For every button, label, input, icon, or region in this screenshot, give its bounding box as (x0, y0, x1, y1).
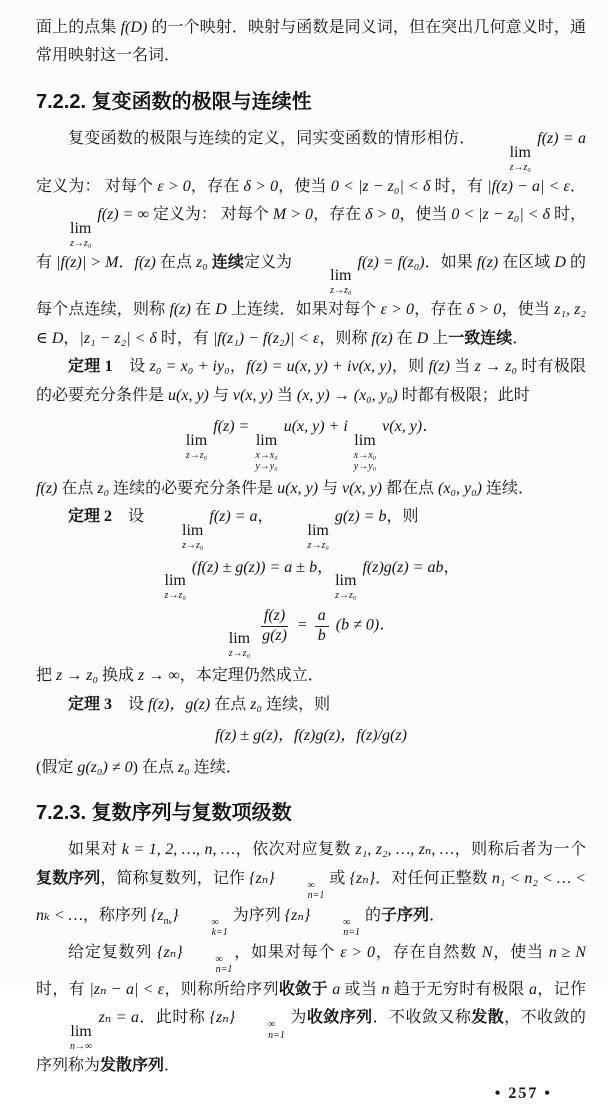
section-heading-7-2-3: 7.2.3. 复数序列与复数项级数 (36, 802, 292, 825)
text-run: u(x, y) + i (279, 418, 352, 436)
text-run: 或 (325, 869, 350, 887)
text-run: (f(z) ± g(z)) = a ± b (187, 558, 318, 576)
text-run: 当 (272, 386, 297, 404)
equation-theorem-2-quotient (36, 607, 586, 659)
text-run: 连续． (482, 479, 535, 497)
page-number: • 257 • (494, 1085, 552, 1103)
text-run: (x₀, y₀) (438, 479, 482, 497)
text-run: D (554, 253, 566, 271)
text-run: ．不收敛又称 (372, 1009, 472, 1027)
text-run: f(z) = (209, 418, 254, 436)
text-run: 复变函数的极限与连续的定义，同实变函数的情形相仿． (68, 129, 476, 147)
text-run: 在点 (210, 695, 251, 713)
text-run: {zₙ} (284, 906, 311, 924)
limit-operator (298, 268, 351, 296)
text-run: 在 (392, 329, 417, 347)
text-run: ， (257, 508, 274, 526)
limit-subscript: n→∞ (70, 1040, 93, 1052)
text-run: ，存在自然数 (375, 943, 482, 961)
text-run: n₁ < n₂ < … < nₖ < … (36, 869, 586, 924)
superscript: ∞ (343, 916, 351, 928)
fraction-denominator: b (317, 626, 326, 644)
subscript: n=1 (307, 890, 325, 902)
text-run: ． (512, 329, 529, 347)
limit-word: lim (354, 431, 376, 449)
text-run (252, 617, 256, 634)
text-run: 的 (361, 906, 382, 924)
limit-operator (229, 631, 250, 659)
limit-operator-double (354, 433, 376, 472)
text-run: ，使当 (492, 943, 549, 961)
superscript-subscript-stack (311, 918, 360, 939)
text-run: f(z) (428, 358, 450, 376)
text-run: 都在点 (382, 479, 439, 497)
superscript: ∞ (215, 953, 223, 965)
text-run: |z₁ − z₂| < δ (79, 329, 157, 347)
text-run: f(z) (134, 253, 156, 271)
text-run: ．此时称 (138, 1009, 210, 1027)
limit-subscript: z→z₀ (228, 648, 251, 660)
text-run: z → ∞ (138, 667, 180, 685)
text-run: 定义为 (243, 253, 297, 271)
text-run: ， (63, 329, 80, 347)
text-run: 复数序列 (36, 869, 101, 887)
text-run: M > 0 (272, 206, 314, 223)
limit-operator (335, 573, 356, 601)
limit-word: lim (185, 431, 208, 449)
subscript: k=1 (211, 927, 228, 939)
text-run: 收敛于 (278, 980, 328, 998)
text-run: {zₙ} (157, 943, 183, 961)
text-run: g(z₀) ≠ 0 (77, 758, 133, 776)
text-run: ．如果 (424, 253, 477, 271)
paragraph-limit-continuity-definition (36, 125, 586, 353)
text-run: z₁, z₂ ∈ D (36, 301, 586, 347)
text-run: |f(z₁) − f(z₂)| < ε (212, 329, 320, 347)
limit-operator-double (255, 433, 277, 472)
limit-subscript: z→z₀ (330, 285, 352, 297)
text-run: 0 < |z − z₀| < δ (330, 177, 431, 195)
text-run: D (416, 329, 429, 347)
text-run: |f(z)| > M (56, 253, 119, 271)
limit-word: lim (228, 630, 251, 648)
text-run: a (528, 980, 537, 998)
paragraph-theorem-2 (36, 503, 586, 551)
text-run: 或当 (340, 980, 382, 998)
paragraph-sequence-definition (36, 836, 586, 938)
text-run: f(z)g(z) = ab (358, 558, 444, 576)
text-run: ，不收敛的序列称为 (36, 1009, 586, 1074)
fraction-numerator: a (315, 607, 329, 626)
text-run: f(z) (169, 301, 191, 319)
text-run: ． (164, 1056, 181, 1074)
text-run: ， (443, 558, 460, 576)
text-run: 定义为： 对每个 (36, 177, 158, 195)
equation-theorem-2-sum-product (36, 554, 586, 602)
text-run: zₙ = a (94, 1009, 139, 1027)
text-run: 把 (36, 667, 57, 685)
text-run: δ > 0 (365, 206, 400, 223)
subscript: n=1 (215, 964, 233, 976)
equation-theorem-1-limit (36, 413, 586, 472)
text-run: ． (118, 253, 135, 271)
text-run: f(z) (476, 253, 499, 271)
limit-operator (38, 221, 91, 249)
superscript: ∞ (211, 916, 219, 928)
text-run: 设 (112, 695, 149, 713)
text-run: 时，有 (36, 980, 90, 998)
superscript-subscript-stack (236, 1020, 285, 1041)
paragraph-theorem-3-continuation (36, 754, 586, 782)
limit-word: lim (307, 521, 329, 539)
text-run: 连续的必要充分条件是 (109, 479, 278, 497)
text-run: u(x, y) (277, 479, 319, 497)
text-run: f(z)，g(z) (148, 695, 211, 713)
text-run: v(x, y) (232, 386, 273, 404)
text-run: 定理 3 (68, 695, 113, 713)
text-run: f(z) = u(x, y) + iv(x, y) (246, 358, 392, 376)
limit-word: lim (70, 219, 92, 237)
superscript-subscript-stack (180, 918, 228, 939)
text-run: ，则称后者为一个 (454, 841, 586, 859)
text-run: ，本定理仍然成立． (179, 667, 324, 685)
text-run: n (381, 980, 390, 998)
text-run: {zₙ} (209, 1009, 236, 1027)
text-run: 为 (285, 1009, 307, 1027)
subscript: nₖ (163, 916, 173, 927)
limit-operator (150, 523, 203, 551)
text-run: ， (317, 558, 334, 576)
text-run: δ > 0 (243, 177, 279, 195)
paragraph-mapping-intro (36, 14, 586, 71)
text-run: (假定 (36, 758, 78, 776)
text-run: f(z) = a (532, 129, 586, 147)
limit-word: lim (255, 431, 278, 449)
text-run: 收敛序列 (306, 1009, 373, 1027)
text-run: z₀ (177, 758, 190, 776)
text-run: 0 < |z − z₀| < δ (451, 206, 550, 223)
text-run: ，简称复数列，记作 (100, 869, 250, 887)
text-run: 如果对 (68, 841, 122, 859)
text-run: N (481, 943, 493, 961)
text-run: 与 (318, 479, 343, 497)
limit-subscript: z→z₀ (70, 237, 92, 249)
limit-word: lim (335, 572, 357, 590)
text-run: } (172, 906, 179, 924)
text-run: f(z) (36, 479, 58, 497)
limit-word: lim (70, 1022, 92, 1040)
limit-subscript: z→z₀ (509, 161, 531, 173)
text-run: D (215, 301, 227, 319)
text-run: ，使当 (399, 206, 452, 223)
text-run: 给定复数列 (68, 943, 158, 961)
text-run: ε > 0 (157, 177, 191, 195)
text-run: ε > 0 (380, 301, 415, 319)
text-run: a (332, 980, 341, 998)
text-run: 当 (449, 358, 475, 376)
limit-operator (276, 523, 329, 551)
text-run: ，则称 (319, 329, 372, 347)
text-run: 时，有 (430, 177, 488, 195)
text-run: z₀ (250, 695, 263, 713)
text-run: {zₙ} (249, 869, 275, 887)
fraction-denominator: g(z) (262, 626, 287, 644)
text-run: ) 在点 (132, 758, 178, 776)
text-run: 在点 (57, 479, 98, 497)
text-run: f(z) = f(z₀) (353, 253, 425, 271)
text-run: 时，有 (156, 329, 213, 347)
superscript: ∞ (307, 879, 315, 891)
text-run: 趋于无穷时有极限 (389, 980, 529, 998)
limit-word: lim (509, 143, 531, 161)
text-run: 连续 (211, 253, 244, 271)
text-run: v(x, y)． (378, 418, 439, 436)
text-run: ，依次对应复数 (235, 841, 356, 859)
limit-operator (186, 433, 207, 461)
text-run: = (292, 616, 312, 634)
limit-subscript: z→z₀ (185, 449, 208, 461)
limit-subscript: y→y₀ (353, 460, 377, 472)
text-run: ，称序列 (82, 906, 151, 924)
text-run: f(z) ± g(z)，f(z)g(z)，f(z)/g(z) (215, 727, 407, 745)
text-run: z₁, z₂, …, zₙ, … (355, 841, 455, 859)
text-run: ，记作 (536, 980, 586, 998)
text-run: |zₙ − a| < ε (89, 980, 165, 998)
limit-word: lim (330, 267, 352, 285)
text-run: 的一个映射．映射与函数是同义词，但在突出几何意义时，通常用映射这一名词． (36, 19, 586, 65)
text-run: ，则称所给序列 (164, 980, 279, 998)
text-run: z → z₀ (474, 358, 518, 376)
text-run: {zₙ} (349, 869, 376, 887)
text-run: f(z) (371, 329, 393, 347)
text-run: ． (569, 177, 586, 195)
text-run: 一致连续 (448, 329, 513, 347)
text-run: ，使当 (278, 177, 331, 195)
text-run: z₀ = x₀ + iy₀ (149, 358, 230, 376)
text-run: 的每个点连续，则称 (36, 253, 586, 319)
text-run: ，存在 (313, 206, 366, 223)
fraction-numerator: f(z) (261, 607, 288, 626)
superscript: ∞ (268, 1019, 276, 1031)
text-run: f(z) = ∞ (93, 206, 153, 223)
superscript-subscript-stack (276, 881, 325, 902)
limit-subscript: z→z₀ (307, 539, 329, 551)
text-run: 为序列 (228, 906, 285, 924)
equation-theorem-3-operations (36, 722, 586, 750)
text-run: z₀ (97, 479, 110, 497)
fraction (259, 607, 290, 645)
text-run: ε > 0 (340, 943, 376, 961)
text-run: z₀ (196, 253, 208, 271)
limit-operator (38, 1024, 92, 1052)
paragraph-theorem-2-note (36, 662, 586, 690)
section-heading-7-2-2: 7.2.2. 复变函数的极限与连续性 (36, 90, 312, 113)
text-run: 时都有极限；此时 (397, 386, 530, 404)
fraction (315, 607, 329, 645)
text-run: 在 (190, 301, 216, 319)
text-run: 换成 (98, 667, 139, 685)
paragraph-theorem-1 (36, 353, 586, 410)
text-run: 定理 1 (68, 358, 113, 376)
text-run: 在点 (155, 253, 197, 271)
text-run: ， (229, 358, 247, 376)
limit-subscript: y→y₀ (255, 460, 278, 472)
limit-subscript: z→z₀ (182, 539, 204, 551)
text-run: (b ≠ 0)． (331, 616, 396, 634)
text-run: 设 (112, 358, 150, 376)
text-run: ，存在 (414, 301, 467, 319)
text-run: ，使当 (501, 301, 555, 319)
limit-word: lim (182, 521, 204, 539)
text-run: ，如果对每个 (233, 943, 341, 961)
text-run: 时，有 (36, 206, 587, 271)
paragraph-theorem-1-continuation (36, 475, 586, 503)
text-run: ，存在 (190, 177, 244, 195)
text-run: v(x, y) (342, 479, 382, 497)
text-run: 设 (112, 508, 149, 526)
text-run: 定义为： 对每个 (152, 206, 273, 223)
text-run: ，则 (391, 358, 429, 376)
text-run: 时有极限的必要充分条件是 (36, 358, 586, 404)
text-run: 连续，则 (262, 695, 331, 713)
text-run: 定理 2 (68, 508, 113, 526)
text-run: (x, y) → (x₀, y₀) (296, 386, 398, 404)
subscript: n=1 (268, 1029, 285, 1041)
text-run: δ > 0 (466, 301, 502, 319)
paragraph-theorem-3 (36, 691, 586, 719)
superscript-subscript-stack (184, 955, 233, 976)
text-run: k = 1, 2, …, n, … (121, 841, 236, 859)
text-run: 上连续．如果对每个 (226, 301, 381, 319)
text-run: ，则 (386, 508, 419, 526)
text-run: 在区域 (498, 253, 555, 271)
text-run: 面上的点集 (36, 19, 121, 36)
paragraph-convergence-definition (36, 939, 586, 1081)
limit-subscript: z→z₀ (335, 590, 357, 602)
text-run: |f(z) − a| < ε (487, 177, 570, 195)
text-run: 上 (428, 329, 449, 347)
limit-operator (478, 145, 531, 173)
text-run: 与 (208, 386, 233, 404)
text-run: 子序列 (381, 906, 430, 924)
text-run: z → z₀ (56, 667, 99, 685)
text-run: ． (429, 906, 446, 924)
text-run: ．对任何正整数 (375, 869, 492, 887)
text-run: 连续． (189, 758, 242, 776)
text-run: f(z) = a (205, 508, 258, 526)
subscript: n=1 (343, 927, 361, 939)
text-run: f(D) (120, 19, 148, 36)
text-run: n ≥ N (548, 943, 586, 961)
limit-subscript: x→x₀ (255, 449, 278, 461)
text-run: {z (150, 906, 164, 924)
limit-subscript: z→z₀ (164, 590, 186, 602)
text-run: u(x, y) (168, 386, 209, 404)
limit-operator (165, 573, 186, 601)
text-run: 发散序列 (100, 1056, 165, 1074)
limit-word: lim (164, 572, 186, 590)
limit-subscript: x→x₀ (353, 449, 377, 461)
text-run: g(z) = b (330, 508, 387, 526)
text-run: 发散 (471, 1009, 505, 1027)
